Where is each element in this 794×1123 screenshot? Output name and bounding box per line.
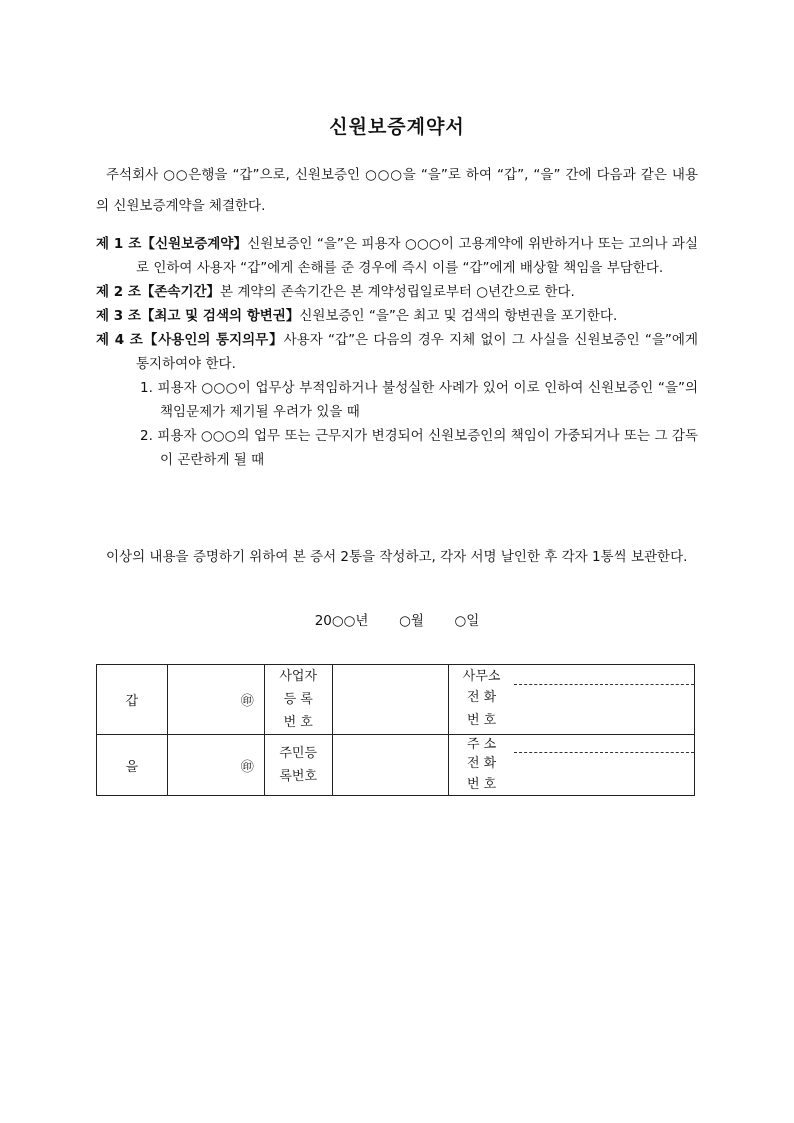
date-month: ○월	[399, 613, 424, 629]
business-reg-label	[264, 665, 332, 735]
article-heading: 제 1 조【신원보증계약】	[96, 236, 248, 252]
article-2	[96, 280, 698, 304]
phone-label	[449, 686, 513, 733]
party-cell: 갑	[97, 665, 168, 735]
article-3	[96, 304, 698, 328]
label-line: 번 호	[466, 776, 497, 792]
signature-table	[96, 664, 695, 796]
article-1	[96, 232, 698, 280]
article-text: 신원보증인 “을”은 최고 및 검색의 항변권을 포기한다.	[299, 308, 618, 324]
article-4	[96, 328, 698, 376]
party-cell: 을	[97, 735, 168, 796]
table-row	[97, 665, 695, 735]
document-title: 신원보증계약서	[329, 116, 465, 138]
date-year: 20○○년	[314, 613, 369, 629]
date-day: ○일	[454, 613, 480, 629]
closing-paragraph: 이상의 내용을 증명하기 위하여 본 증서 2통을 작성하고, 각자 서명 날인한 후 각자 1통씩 보관한다.	[106, 549, 688, 565]
phone-label	[449, 753, 513, 795]
office-phone-label	[449, 665, 514, 735]
label-line: 등 록	[283, 692, 313, 707]
office-phone-value[interactable]	[514, 665, 695, 735]
seal-cell: ㊞	[167, 735, 264, 796]
address-phone-value[interactable]	[514, 735, 695, 796]
article-heading: 제 4 조【사용인의 통지의무】	[96, 332, 284, 348]
article-heading: 제 3 조【최고 및 검색의 항변권】	[96, 308, 300, 324]
table-row	[97, 735, 695, 796]
label-line: 주민등	[279, 746, 318, 761]
seal-cell: ㊞	[167, 665, 264, 735]
label-line: 번 호	[283, 715, 313, 730]
intro-paragraph: 주석회사 ○○은행을 “갑”으로, 신원보증인 ○○○을 “을”로 하여 “갑”, “을” 간에 다음과 같은 내용의 신원보증계약을 체결한다.	[96, 167, 698, 214]
article-text: 본 계약의 존속기간은 본 계약성립일로부터 ○년간으로 한다.	[220, 284, 575, 300]
label-line: 사업자	[279, 669, 318, 684]
list-item: 1. 피용자 ○○○이 업무상 부적임하거나 불성실한 사례가 있어 이로 인하여 신원보증인 “을”의 책임문제가 제기될 우려가 있을 때	[140, 380, 698, 420]
resident-reg-value[interactable]	[332, 735, 449, 796]
contract-date	[0, 609, 794, 629]
article-text: 신원보증인 “을”은 피용자 ○○○이 고용계약에 위반하거나 또는 고의나 과실로 인하여 사용자 “갑”에게 손해를 준 경우에 즉시 이를 “갑”에게 배상할 책임을 부담한다.	[136, 236, 698, 276]
label-line: 록번호	[279, 769, 318, 784]
label-line: 전 화	[466, 755, 497, 771]
article-4-items	[96, 376, 698, 472]
business-reg-value[interactable]	[332, 665, 449, 735]
list-item: 2. 피용자 ○○○의 업무 또는 근무지가 변경되어 신원보증인의 책임이 가중되거나 또는 그 감독이 곤란하게 될 때	[140, 428, 698, 468]
address-phone-label	[449, 735, 514, 796]
article-text: 사용자 “갑”은 다음의 경우 지체 없이 그 사실을 신원보증인 “을”에게 통지하여야 한다.	[136, 332, 698, 372]
articles-section	[96, 232, 698, 472]
resident-reg-label	[264, 735, 332, 796]
label-line: 번 호	[466, 712, 497, 728]
article-heading: 제 2 조【존속기간】	[96, 284, 221, 300]
label-line: 전 화	[466, 689, 497, 705]
address-label: 사무소	[462, 668, 501, 684]
address-label: 주 소	[466, 736, 497, 752]
